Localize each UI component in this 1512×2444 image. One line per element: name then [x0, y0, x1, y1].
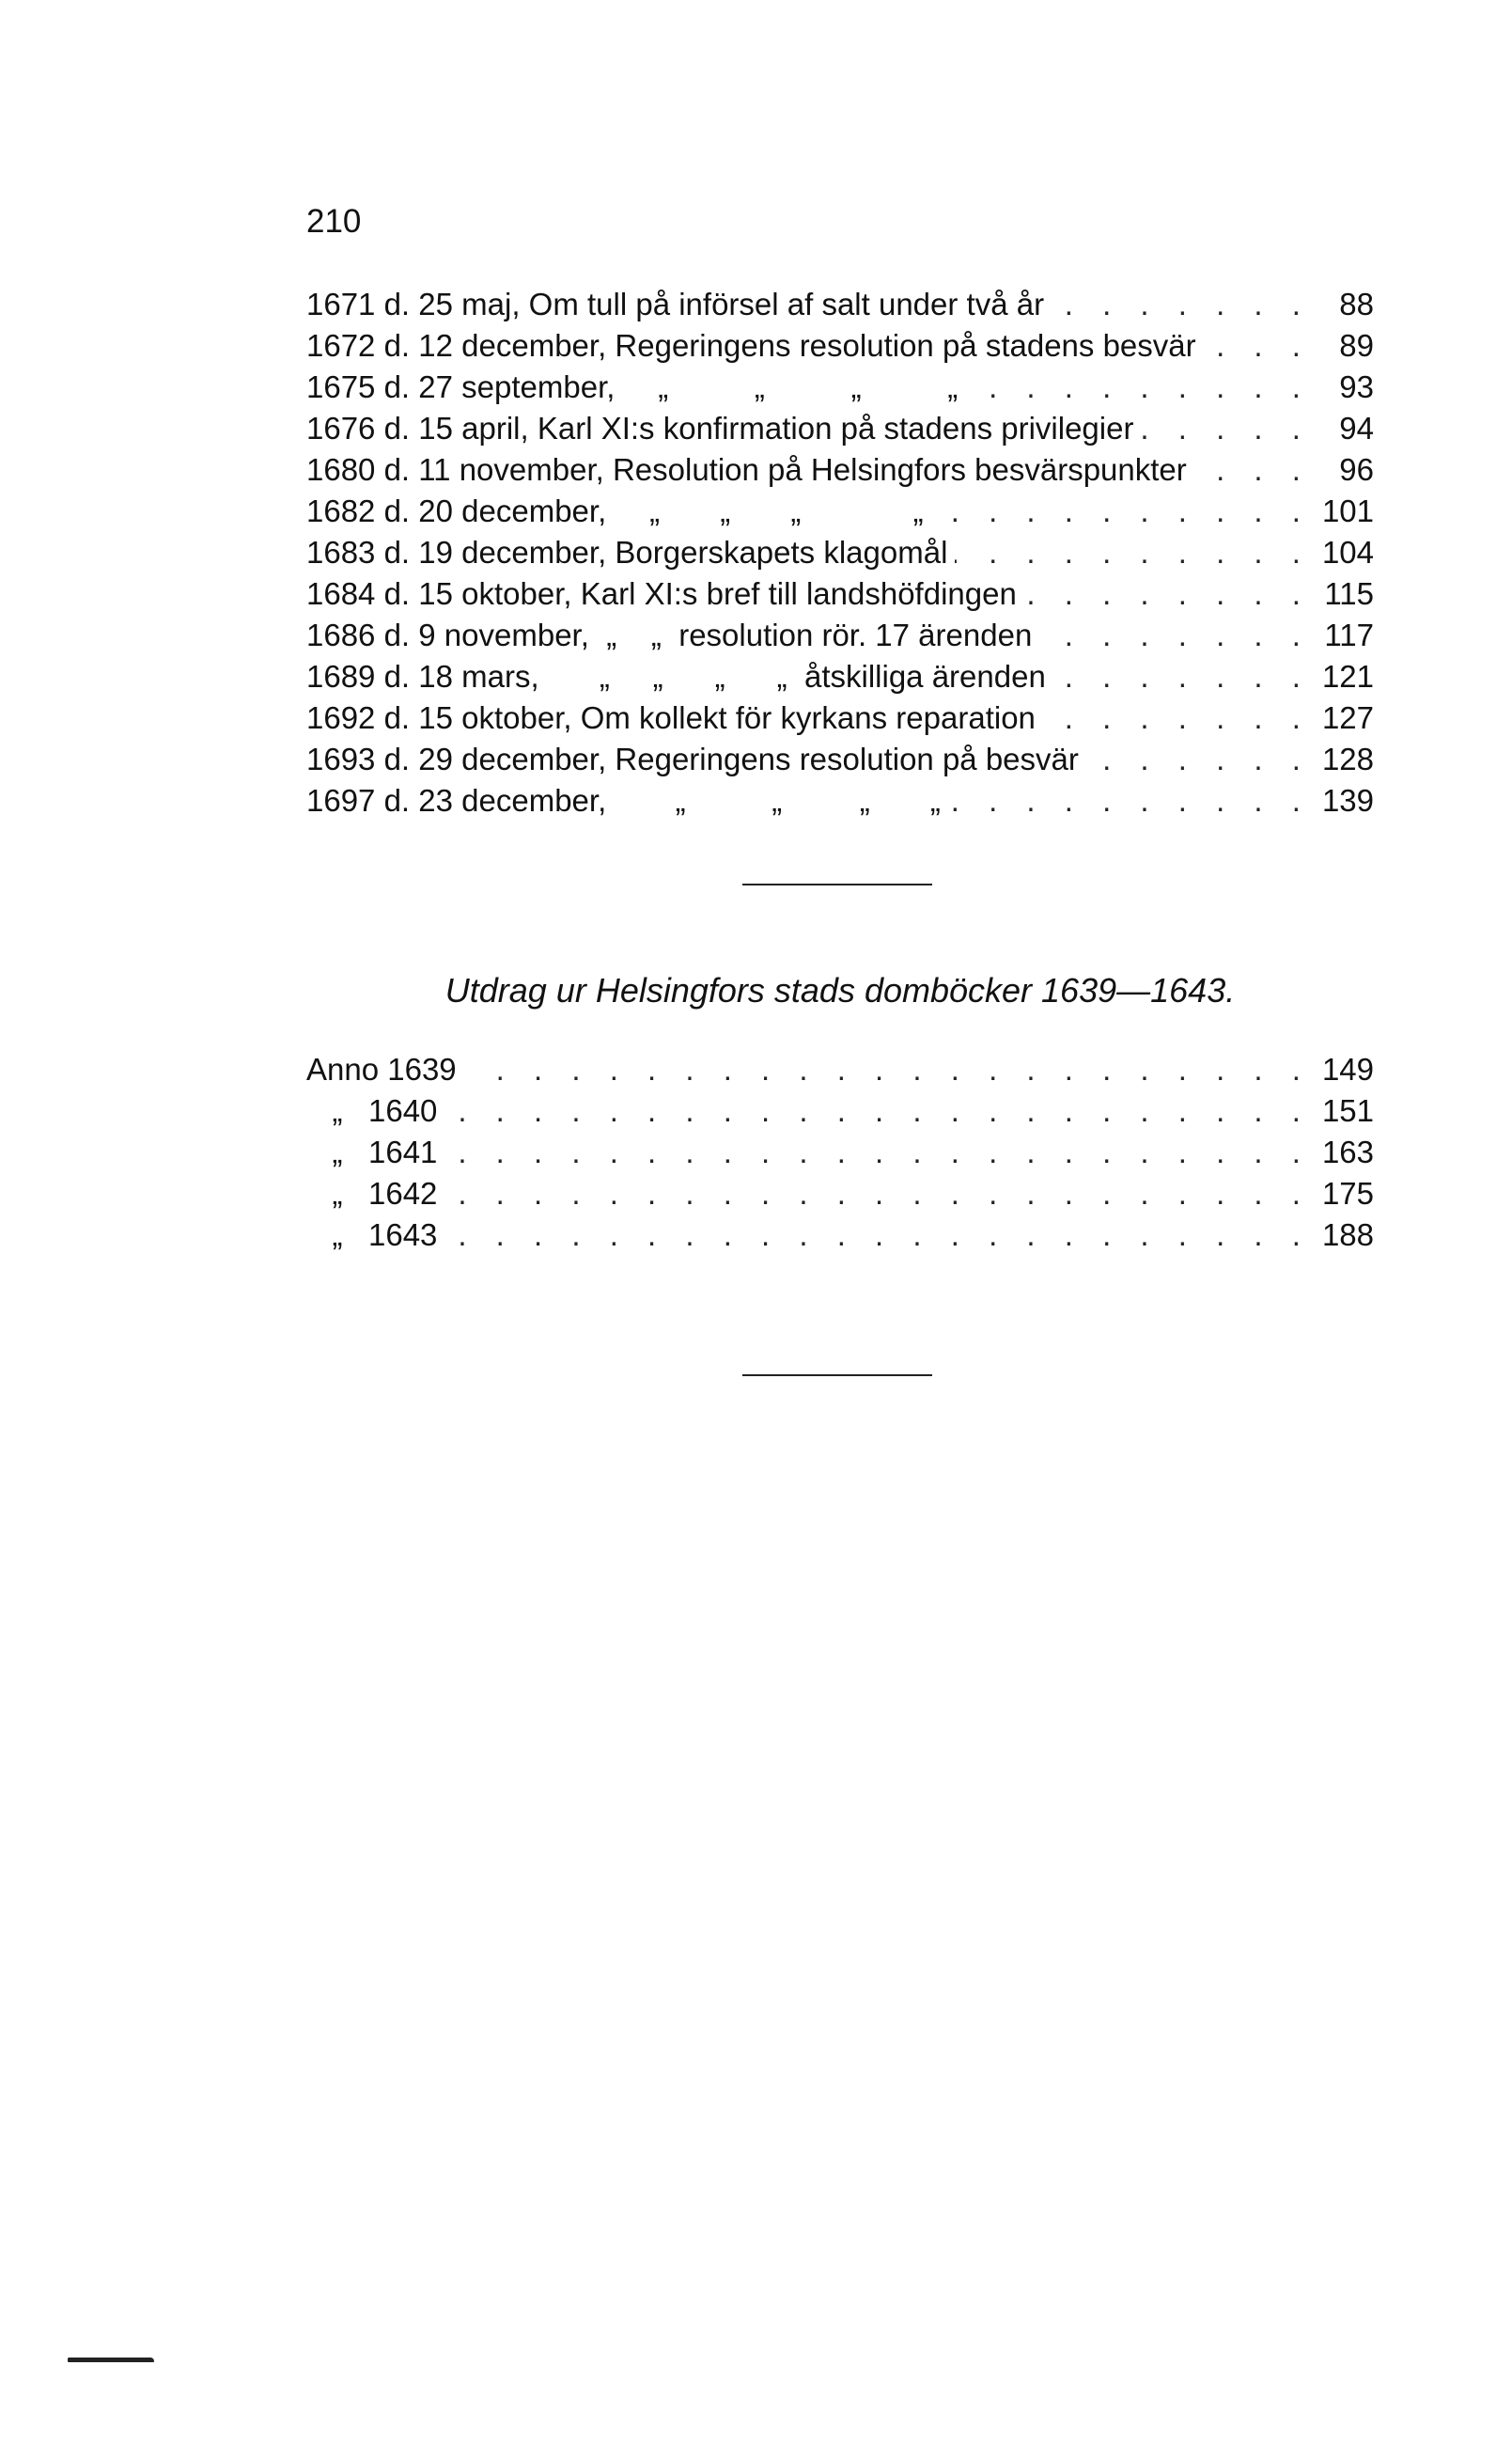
toc-entry-label: 1697 d. 23 december, „ „ „ „ [306, 780, 948, 822]
toc-entry-page: 104 [1306, 532, 1374, 573]
toc-entry [306, 367, 1374, 408]
toc-entry-page: 151 [1306, 1090, 1374, 1132]
toc-entry-page: 101 [1306, 491, 1374, 532]
toc-entry-label: „ 1640 [306, 1090, 444, 1132]
toc-entry-label: 1680 d. 11 november, Resolution på Helsingfors besvärspunkter [306, 449, 1194, 491]
section-divider [742, 884, 932, 885]
toc-entry [306, 449, 1374, 491]
toc-entry-label: 1684 d. 15 oktober, Karl XI:s bref till landshöfdingen [306, 573, 1024, 615]
page-number: 210 [306, 203, 362, 240]
toc-entry-label: 1683 d. 19 december, Borgerskapets klagomål [306, 532, 955, 573]
section-title: Utdrag ur Helsingfors stads domböcker 1639—1643. [444, 971, 1236, 1010]
section-divider [742, 1374, 932, 1376]
toc-entry-label: 1682 d. 20 december, „ „ „ „ [306, 491, 931, 532]
toc-entry [306, 1173, 1374, 1214]
toc-entry [306, 1214, 1374, 1256]
toc-entry [306, 615, 1374, 656]
toc-entry-label: 1693 d. 29 december, Regeringens resolution på besvär [306, 739, 1086, 780]
toc-entry-label: „ 1642 [306, 1173, 444, 1214]
toc-entry-page: 149 [1306, 1049, 1374, 1090]
toc-entry [306, 1090, 1374, 1132]
toc-entry-label: „ 1643 [306, 1214, 444, 1256]
table-of-contents-resolutions [306, 284, 1374, 822]
toc-entry-page: 96 [1306, 449, 1374, 491]
toc-entry [306, 656, 1374, 697]
toc-entry-label: 1676 d. 15 april, Karl XI:s konfirmation på stadens privilegier [306, 408, 1141, 449]
toc-entry [306, 284, 1374, 325]
toc-entry-page: 127 [1306, 697, 1374, 739]
toc-entry-label: 1689 d. 18 mars, „ „ „ „ åtskilliga ärenden [306, 656, 1053, 697]
toc-entry [306, 491, 1374, 532]
toc-entry [306, 325, 1374, 367]
toc-entry [306, 1132, 1374, 1173]
toc-entry-page: 188 [1306, 1214, 1374, 1256]
toc-entry-page: 115 [1306, 573, 1374, 615]
toc-entry-page: 89 [1306, 325, 1374, 367]
toc-entry [306, 780, 1374, 822]
toc-entry-page: 88 [1306, 284, 1374, 325]
toc-entry [306, 532, 1374, 573]
toc-entry-label: 1671 d. 25 maj, Om tull på införsel af salt under två år [306, 284, 1052, 325]
toc-entry-page: 139 [1306, 780, 1374, 822]
dot-leader [306, 1090, 1299, 1132]
toc-entry-page: 163 [1306, 1132, 1374, 1173]
toc-entry-page: 117 [1306, 615, 1374, 656]
toc-entry-page: 121 [1306, 656, 1374, 697]
toc-entry-page: 175 [1306, 1173, 1374, 1214]
dot-leader [306, 1132, 1299, 1173]
scan-mark [68, 2358, 154, 2362]
toc-entry-label: 1672 d. 12 december, Regeringens resolution på stadens besvär [306, 325, 1204, 367]
toc-entry-label: 1675 d. 27 september, „ „ „ „ [306, 367, 965, 408]
toc-entry-page: 94 [1306, 408, 1374, 449]
toc-entry-page: 128 [1306, 739, 1374, 780]
dot-leader [306, 1214, 1299, 1256]
toc-entry [306, 1049, 1374, 1090]
toc-entry [306, 697, 1374, 739]
toc-entry [306, 573, 1374, 615]
dot-leader [306, 1173, 1299, 1214]
table-of-contents-court-records [306, 1049, 1374, 1256]
toc-entry-label: „ 1641 [306, 1132, 444, 1173]
toc-entry-label: 1692 d. 15 oktober, Om kollekt för kyrkans reparation [306, 697, 1043, 739]
toc-entry-label: 1686 d. 9 november, „ „ resolution rör. 17 ärenden [306, 615, 1039, 656]
toc-entry [306, 739, 1374, 780]
toc-entry-page: 93 [1306, 367, 1374, 408]
toc-entry-label: Anno 1639 [306, 1049, 464, 1090]
toc-entry [306, 408, 1374, 449]
